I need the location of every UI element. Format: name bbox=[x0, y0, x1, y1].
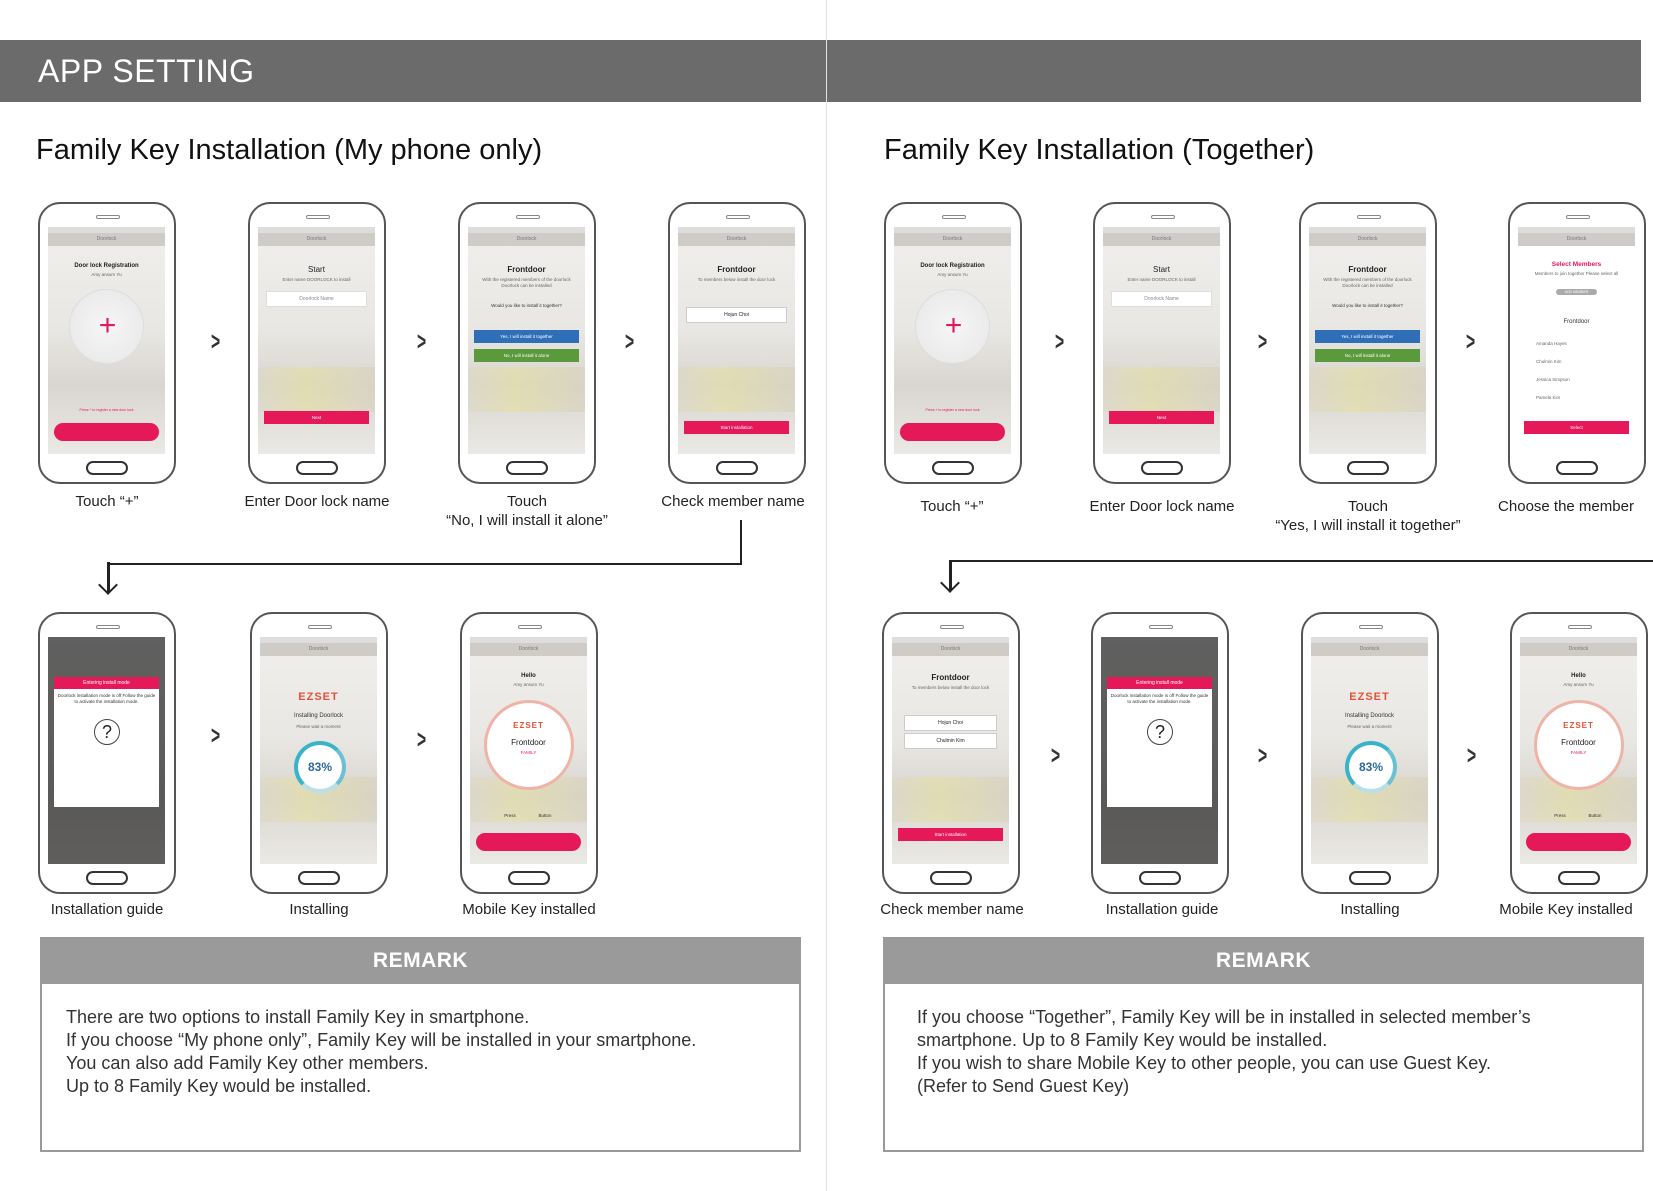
plus-icon[interactable]: + bbox=[98, 309, 117, 342]
plus-icon[interactable]: + bbox=[944, 309, 963, 342]
install-modal: Entering install mode Doorlock installation mode is off Follow the guide to activate the installation mode. ? bbox=[54, 677, 159, 807]
phone-start: Doorlock Start Enter name DOORLOCK to install Doorlock Name Next bbox=[1093, 202, 1231, 484]
arrow-down-icon bbox=[98, 575, 118, 595]
progress-ring: 83% bbox=[294, 741, 346, 793]
arrow-down-icon bbox=[940, 573, 960, 593]
tab-bar[interactable] bbox=[54, 423, 159, 441]
remark-body: There are two options to install Family Key in smartphone. If you choose “My phone only”, Family Key will be installed in your smartphone. You can also add Family Key other members. Up to 8 Family Key would be installed. bbox=[40, 984, 801, 1152]
question-icon: ? bbox=[1147, 719, 1173, 745]
remark-header: REMARK bbox=[40, 937, 801, 984]
chevron-right-icon: > bbox=[625, 326, 635, 356]
tab-bar[interactable] bbox=[1526, 833, 1631, 851]
ezset-logo: EZSET bbox=[298, 691, 339, 703]
phone-install-guide bbox=[38, 612, 176, 894]
chevron-right-icon: > bbox=[1051, 740, 1061, 770]
phone-installing: Doorlock EZSET Installing Doorlock Please wait a moment 83% bbox=[250, 612, 388, 894]
chevron-right-icon: > bbox=[1055, 326, 1065, 356]
phone-check-member: Doorlock Frontdoor To members below install the door lock Hojun Choi Chulmin Kim Start installation bbox=[882, 612, 1020, 894]
screen: Doorlock Door lock Registration Amy ansum Yu + Press + to register a new door lock bbox=[48, 227, 165, 454]
phone-install-guide: Entering install mode Doorlock installation mode is off Follow the guide to activate the installation mode. ? bbox=[1091, 612, 1229, 894]
phone-frontdoor-choice: Doorlock Frontdoor With the registered members of the doorlock Doorlock can be installed Would you like to install it together? Yes, I will install it together No, I will install it alone bbox=[1299, 202, 1437, 484]
phone-registration: Doorlock Door lock Registration Amy ansum Yu + Press + to register a new door lock bbox=[884, 202, 1022, 484]
chevron-right-icon: > bbox=[417, 326, 427, 356]
phone-key-installed: Doorlock Hello Amy ansum Yu EZSET Frontdoor FAMILY Press Button bbox=[460, 612, 598, 894]
banner: APP SETTING bbox=[0, 40, 826, 102]
flow-connector bbox=[107, 520, 742, 565]
remark-header: REMARK bbox=[883, 937, 1644, 984]
phone-check-member: Doorlock Frontdoor To members below install the door lock Hojun Choi Start installation bbox=[668, 202, 806, 484]
chevron-right-icon: > bbox=[1258, 740, 1268, 770]
tab-bar[interactable] bbox=[900, 423, 1005, 441]
phone-start: Doorlock Start Enter name DOORLOCK to install Doorlock Name Next bbox=[248, 202, 386, 484]
chevron-right-icon: > bbox=[417, 724, 427, 754]
chevron-right-icon: > bbox=[211, 720, 221, 750]
home-button bbox=[86, 461, 128, 475]
phone-installing: Doorlock EZSET Installing Doorlock Please wait a moment 83% bbox=[1301, 612, 1439, 894]
chevron-right-icon: > bbox=[1466, 326, 1476, 356]
tab-bar[interactable] bbox=[476, 833, 581, 851]
phone-key-installed: Doorlock Hello Amy ansum Yu EZSET Frontdoor FAMILY Press Button bbox=[1510, 612, 1648, 894]
remark-body: If you choose “Together”, Family Key will be in installed in selected member’s smartphone. Up to 8 Family Key would be installed. If you wish to share Mobile Key to other people, you can use Guest Key. (Refer to Send Guest Key) bbox=[883, 984, 1644, 1152]
phone-frontdoor-choice: Doorlock Frontdoor With the registered members of the doorlock Doorlock can be installed Would you like to install it together? Yes, I will install it together No, I will install it alone bbox=[458, 202, 596, 484]
section-title: Family Key Installation (My phone only) bbox=[36, 134, 543, 166]
banner bbox=[827, 40, 1641, 102]
phone-registration bbox=[38, 202, 176, 484]
chevron-right-icon: > bbox=[1258, 326, 1268, 356]
section-title: Family Key Installation (Together) bbox=[884, 134, 1315, 166]
right-page: Family Key Installation (Together) Doorlock Door lock Registration Amy ansum Yu + Press + to register a new door lock > Doorlock Start Enter name DOORLOCK to install Doorlock Name Next > Doorlock Frontdoor With the registered members of the doorlock Doorlock can be installed Would you like to install it together? Yes, I will install it together No, I will install it alone > Doorlock Select Members Members to join together Please select all ADD MEMBER Frontdoor Amanda Hayes Chulmin Kim Jessica Simpson Pamela Kim Select Touch “+” Enter Door lock name Touch “Yes, I will install it together” Choose the member Doorlock Frontdoor To members below install the door lock Hojun Choi Chulmin Kim Start installation > Entering install mode Doorlock installation mode is off Follow the guide to activate the installation mode. ? > Doorlock EZSET Installing Doorlock Please wait a moment 83% > Doorlock Hello Amy ansum Yu EZSET Frontdoor FAMILY Press Button Check member name Installation guide Installing Mobile Key installed REMARK If you choose “Together”, Family Key will be in installed in selected member’s smartphone. Up to 8 Family Key would be installed. If you wish to share Mobile Key to other people, you can use Guest Key. (Refer to Send Guest Key) bbox=[827, 0, 1653, 1191]
progress-ring: 83% bbox=[1345, 741, 1397, 793]
chevron-right-icon: > bbox=[1467, 740, 1477, 770]
left-page: APP SETTING Family Key Installation (My phone only) Doorlock Door lock Registration Amy ansum Yu + Press + to register a new door lock > Doorlock Start Enter name DOORLOCK to install Doorlock Name Next > Doorlock Frontdoor With the registered members of the doorlock Doorlock can be installed Would you like to install it together? Yes, I will install it together No, I will install it alone > Doorlock Frontdoor To members below install the door lock Hojun Choi Start installation Touch “+” Enter Door lock name Touch “No, I will install it alone” Check member name Entering install mode Doorlock installation mode is off Follow the guide to activate the installation mode. ? > Doorlock EZSET Installing Doorlock Please wait a moment 83% > Doorlock Hello Amy ansum Yu EZSET Frontdoor FAMILY Press Button Installation guide Installing Mobile Key installed REMARK There are two options to install Family Key in smartphone. If you choose “My phone only”, Family Key will be installed in your smartphone. You can also add Family Key other members. Up to 8 Family Key would be installed. bbox=[0, 0, 826, 1191]
chevron-right-icon: > bbox=[211, 326, 221, 356]
question-icon: ? bbox=[94, 719, 120, 745]
flow-connector bbox=[949, 520, 1653, 562]
phone-select-members: Doorlock Select Members Members to join together Please select all ADD MEMBER Frontdoor Amanda Hayes Chulmin Kim Jessica Simpson Pamela Kim Select bbox=[1508, 202, 1646, 484]
